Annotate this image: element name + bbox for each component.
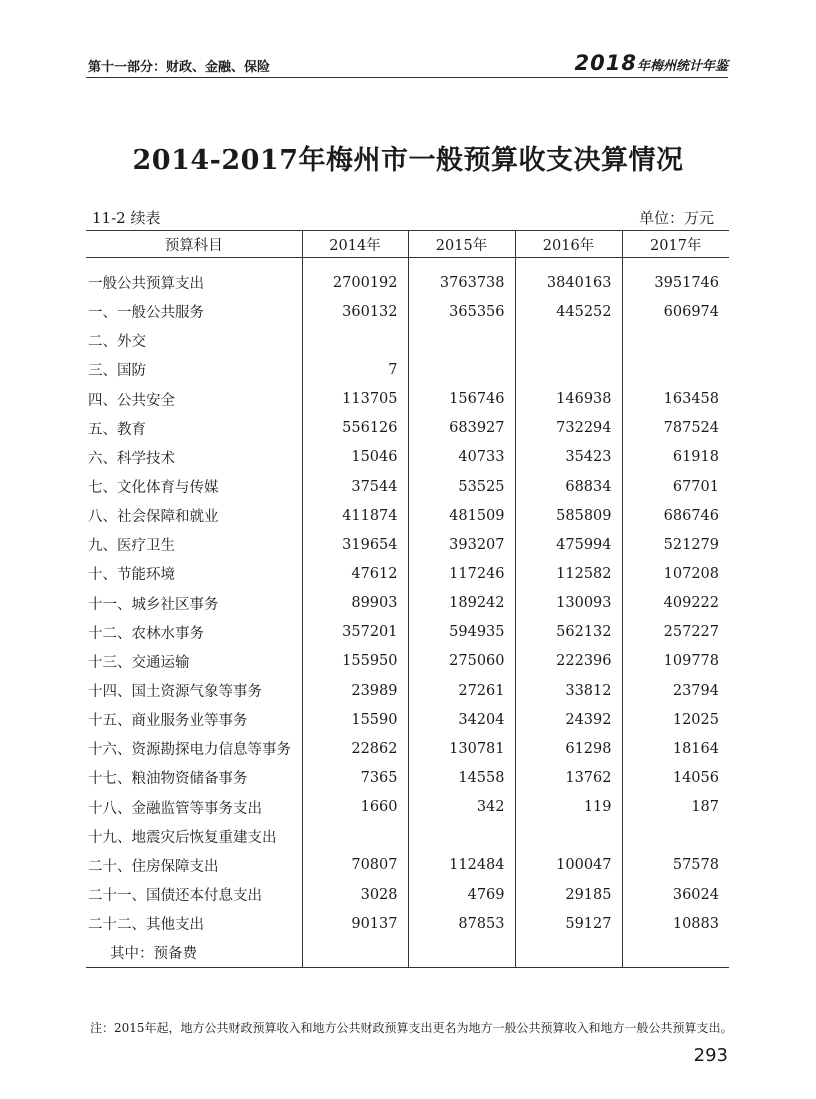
cell-2014: 2700192 (302, 268, 408, 297)
row-label: 一、一般公共服务 (88, 305, 204, 322)
cell-2014: 7365 (302, 763, 408, 792)
cell-2017: 10883 (622, 909, 729, 938)
cell-2014: 37544 (302, 472, 408, 501)
row-label: 十二、农林水事务 (88, 625, 204, 642)
cell-2017 (622, 822, 729, 851)
cell-2015 (408, 822, 515, 851)
table-row (86, 268, 729, 297)
table-row (86, 414, 729, 443)
table-header-row (86, 231, 729, 258)
cell-2017 (622, 938, 729, 968)
cell-2014: 22862 (302, 734, 408, 763)
cell-2014: 70807 (302, 851, 408, 880)
cell-2014 (302, 326, 408, 355)
yearbook-name: 年梅州统计年鉴 (636, 59, 728, 74)
cell-2014 (302, 938, 408, 968)
row-label: 十七、粮油物资储备事务 (88, 771, 248, 788)
cell-2014: 411874 (302, 501, 408, 530)
row-label: 六、科学技术 (88, 450, 175, 467)
page-number: 293 (693, 1045, 728, 1066)
cell-2016: 33812 (515, 676, 622, 705)
cell-2014: 47612 (302, 559, 408, 588)
cell-2017: 3951746 (622, 268, 729, 297)
table-row (86, 734, 729, 763)
unit-label: 单位：万元 (638, 209, 714, 227)
table-row (86, 297, 729, 326)
cell-2016: 732294 (515, 414, 622, 443)
cell-2016: 585809 (515, 501, 622, 530)
header-divider (86, 77, 728, 78)
row-label: 十八、金融监管等事务支出 (88, 800, 262, 817)
cell-2016: 100047 (515, 851, 622, 880)
cell-2014: 113705 (302, 385, 408, 414)
cell-2017: 14056 (622, 763, 729, 792)
row-label: 二十一、国债还本付息支出 (88, 888, 262, 905)
cell-2014 (302, 822, 408, 851)
cell-2014: 3028 (302, 880, 408, 909)
table-row (86, 851, 729, 880)
table-row (86, 705, 729, 734)
cell-2016 (515, 355, 622, 384)
cell-2014: 556126 (302, 414, 408, 443)
cell-2015: 87853 (408, 909, 515, 938)
cell-2015: 594935 (408, 618, 515, 647)
cell-2014: 89903 (302, 589, 408, 618)
row-label: 十五、商业服务业等事务 (88, 713, 248, 730)
cell-2015: 393207 (408, 530, 515, 559)
table-row (86, 676, 729, 705)
table-row (86, 472, 729, 501)
cell-2014: 360132 (302, 297, 408, 326)
page-title: 2014-2017年梅州市一般预算收支决算情况 (132, 145, 684, 176)
cell-2015: 117246 (408, 559, 515, 588)
table-row (86, 647, 729, 676)
cell-2016: 119 (515, 793, 622, 822)
table-row (86, 443, 729, 472)
cell-2016: 445252 (515, 297, 622, 326)
cell-2015: 14558 (408, 763, 515, 792)
cell-2016: 61298 (515, 734, 622, 763)
cell-2015: 34204 (408, 705, 515, 734)
cell-2017: 686746 (622, 501, 729, 530)
table-number: 11-2 续表 (92, 209, 161, 227)
row-label: 十九、地震灾后恢复重建支出 (88, 829, 277, 846)
cell-2015: 112484 (408, 851, 515, 880)
cell-2015: 3763738 (408, 268, 515, 297)
row-label: 四、公共安全 (88, 392, 175, 409)
cell-2017: 61918 (622, 443, 729, 472)
table-row (86, 938, 729, 968)
cell-2014: 319654 (302, 530, 408, 559)
footnote: 注：2015年起，地方公共财政预算收入和地方公共财政预算支出更名为地方一般公共预算收入和地方一般公共预算支出。 (90, 1021, 733, 1035)
column-header: 2017年 (622, 231, 729, 258)
cell-2017: 36024 (622, 880, 729, 909)
cell-2016: 146938 (515, 385, 622, 414)
budget-table (86, 230, 729, 968)
cell-2016 (515, 938, 622, 968)
cell-2015: 156746 (408, 385, 515, 414)
cell-2017: 18164 (622, 734, 729, 763)
cell-2014: 23989 (302, 676, 408, 705)
cell-2016: 222396 (515, 647, 622, 676)
table-row (86, 618, 729, 647)
yearbook-header (575, 51, 728, 75)
cell-2016: 562132 (515, 618, 622, 647)
row-label: 三、国防 (88, 363, 146, 380)
row-label: 八、社会保障和就业 (88, 509, 219, 526)
cell-2016 (515, 326, 622, 355)
cell-2016: 13762 (515, 763, 622, 792)
cell-2017: 109778 (622, 647, 729, 676)
cell-2016: 3840163 (515, 268, 622, 297)
row-label: 七、文化体育与传媒 (88, 480, 219, 497)
table-row (86, 530, 729, 559)
table-row (86, 822, 729, 851)
cell-2016: 35423 (515, 443, 622, 472)
row-label: 一般公共预算支出 (88, 276, 204, 293)
cell-2015: 130781 (408, 734, 515, 763)
cell-2015: 342 (408, 793, 515, 822)
cell-2015: 481509 (408, 501, 515, 530)
row-label: 十四、国土资源气象等事务 (88, 684, 262, 701)
cell-2017: 57578 (622, 851, 729, 880)
cell-2015: 27261 (408, 676, 515, 705)
cell-2014: 1660 (302, 793, 408, 822)
row-label: 十三、交通运输 (88, 654, 190, 671)
cell-2014: 7 (302, 355, 408, 384)
row-label: 五、教育 (88, 421, 146, 438)
cell-2015: 683927 (408, 414, 515, 443)
cell-2017: 163458 (622, 385, 729, 414)
table-row (86, 501, 729, 530)
table-row (86, 385, 729, 414)
cell-2017: 107208 (622, 559, 729, 588)
section-header: 第十一部分：财政、金融、保险 (88, 60, 271, 75)
cell-2017: 257227 (622, 618, 729, 647)
spacer-row (86, 258, 729, 269)
cell-2016: 130093 (515, 589, 622, 618)
table-body (86, 258, 729, 968)
cell-2016: 59127 (515, 909, 622, 938)
cell-2015 (408, 355, 515, 384)
column-header: 2014年 (302, 231, 408, 258)
cell-2015: 4769 (408, 880, 515, 909)
cell-2016: 68834 (515, 472, 622, 501)
row-label: 十一、城乡社区事务 (88, 596, 219, 613)
row-label: 二十二、其他支出 (88, 917, 204, 934)
table-row (86, 559, 729, 588)
row-label: 二、外交 (88, 334, 146, 351)
row-label: 十、节能环境 (88, 567, 175, 584)
cell-2017 (622, 326, 729, 355)
cell-2015: 189242 (408, 589, 515, 618)
cell-2017: 23794 (622, 676, 729, 705)
cell-2015 (408, 938, 515, 968)
cell-2017: 187 (622, 793, 729, 822)
yearbook-year: 2018 (574, 51, 637, 75)
cell-2014: 155950 (302, 647, 408, 676)
cell-2015: 40733 (408, 443, 515, 472)
table-row (86, 880, 729, 909)
cell-2015: 365356 (408, 297, 515, 326)
cell-2016: 112582 (515, 559, 622, 588)
cell-2014: 15590 (302, 705, 408, 734)
cell-2014: 15046 (302, 443, 408, 472)
column-header: 2016年 (515, 231, 622, 258)
row-label: 九、医疗卫生 (88, 538, 175, 555)
cell-2016: 29185 (515, 880, 622, 909)
cell-2016 (515, 822, 622, 851)
row-label: 二十、住房保障支出 (88, 858, 219, 875)
cell-2015 (408, 326, 515, 355)
table-row (86, 793, 729, 822)
cell-2014: 357201 (302, 618, 408, 647)
cell-2014: 90137 (302, 909, 408, 938)
cell-2017: 409222 (622, 589, 729, 618)
row-label: 十六、资源勘探电力信息等事务 (88, 742, 291, 759)
cell-2016: 24392 (515, 705, 622, 734)
table-row (86, 589, 729, 618)
column-header: 预算科目 (86, 231, 302, 258)
row-label: 其中：预备费 (86, 938, 302, 968)
cell-2017: 12025 (622, 705, 729, 734)
cell-2016: 475994 (515, 530, 622, 559)
table-row (86, 763, 729, 792)
cell-2017: 521279 (622, 530, 729, 559)
cell-2017: 606974 (622, 297, 729, 326)
table-row (86, 326, 729, 355)
table-row (86, 909, 729, 938)
table-row (86, 355, 729, 384)
cell-2017: 787524 (622, 414, 729, 443)
cell-2015: 53525 (408, 472, 515, 501)
cell-2017 (622, 355, 729, 384)
cell-2017: 67701 (622, 472, 729, 501)
cell-2015: 275060 (408, 647, 515, 676)
column-header: 2015年 (408, 231, 515, 258)
